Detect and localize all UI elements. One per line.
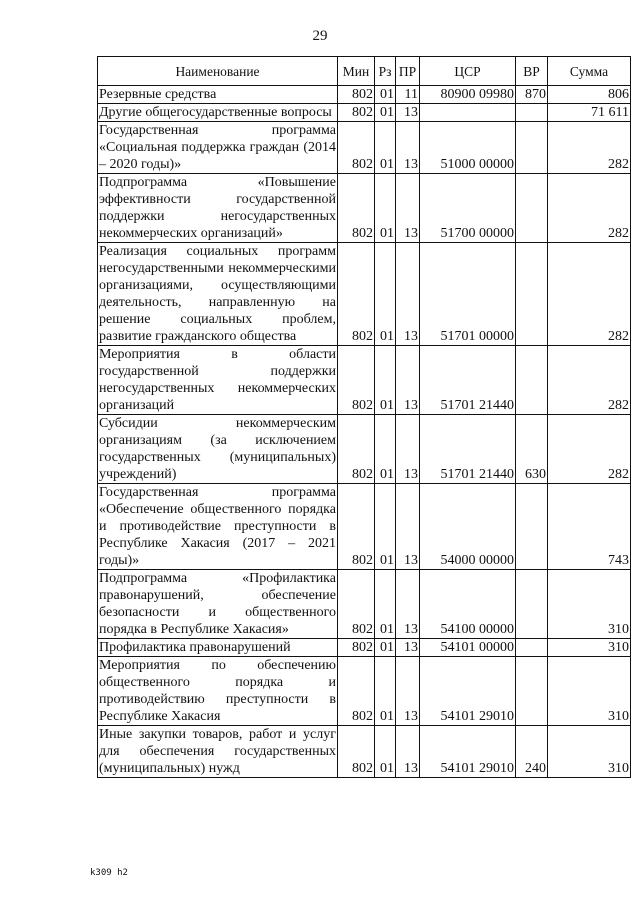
cell-vr [516, 484, 548, 570]
cell-rz: 01 [375, 639, 396, 657]
cell-csr [420, 104, 516, 122]
budget-table [97, 56, 631, 778]
cell-rz: 01 [375, 243, 396, 346]
cell-min: 802 [338, 726, 375, 778]
table-row [98, 484, 631, 570]
cell-vr [516, 122, 548, 174]
cell-pr: 13 [396, 415, 420, 484]
cell-rz: 01 [375, 484, 396, 570]
cell-pr: 13 [396, 174, 420, 243]
cell-sum: 310 [548, 639, 631, 657]
cell-min: 802 [338, 657, 375, 726]
cell-pr: 13 [396, 657, 420, 726]
table-header-row [98, 57, 631, 86]
cell-sum: 806 [548, 86, 631, 104]
cell-pr: 13 [396, 243, 420, 346]
cell-rz: 01 [375, 122, 396, 174]
cell-min: 802 [338, 346, 375, 415]
header-min: Мин [338, 57, 375, 86]
header-csr: ЦСР [420, 57, 516, 86]
cell-name: Резервные средства [98, 86, 338, 104]
cell-pr: 13 [396, 484, 420, 570]
cell-pr: 13 [396, 726, 420, 778]
cell-csr: 51701 00000 [420, 243, 516, 346]
cell-csr: 51701 21440 [420, 415, 516, 484]
cell-csr: 54000 00000 [420, 484, 516, 570]
header-pr: ПР [396, 57, 420, 86]
cell-pr: 13 [396, 570, 420, 639]
footer-code: k309 h2 [90, 868, 128, 878]
cell-csr: 54100 00000 [420, 570, 516, 639]
cell-min: 802 [338, 86, 375, 104]
cell-pr: 13 [396, 104, 420, 122]
table-row [98, 415, 631, 484]
cell-min: 802 [338, 104, 375, 122]
cell-csr: 51701 21440 [420, 346, 516, 415]
cell-vr [516, 174, 548, 243]
cell-sum: 282 [548, 415, 631, 484]
cell-pr: 13 [396, 122, 420, 174]
cell-min: 802 [338, 122, 375, 174]
cell-rz: 01 [375, 86, 396, 104]
cell-sum: 282 [548, 174, 631, 243]
cell-name: Государственная программа «Социальная поддержка граждан (2014 – 2020 годы)» [99, 123, 336, 172]
cell-csr: 54101 29010 [420, 726, 516, 778]
cell-csr: 80900 09980 [420, 86, 516, 104]
cell-name: Подпрограмма «Профилактика правонарушений, обеспечение безопасности и общественного порядка в Республике Хакасия» [99, 571, 336, 637]
table-row [98, 346, 631, 415]
cell-rz: 01 [375, 104, 396, 122]
cell-name: Другие общегосударственные вопросы [98, 104, 338, 122]
table-row [98, 104, 631, 122]
table-row [98, 657, 631, 726]
cell-min: 802 [338, 484, 375, 570]
cell-csr: 51000 00000 [420, 122, 516, 174]
cell-name: Иные закупки товаров, работ и услуг для обеспечения государственных (муниципальных) нужд [99, 727, 336, 776]
cell-name: Государственная программа «Обеспечение общественного порядка и противодействие преступности в Республике Хакасия (2017 – 2021 годы)» [99, 485, 336, 568]
cell-csr: 51700 00000 [420, 174, 516, 243]
header-vr: ВР [516, 57, 548, 86]
cell-min: 802 [338, 639, 375, 657]
cell-rz: 01 [375, 726, 396, 778]
cell-csr: 54101 29010 [420, 657, 516, 726]
table-row [98, 726, 631, 778]
cell-sum: 310 [548, 570, 631, 639]
cell-vr: 870 [516, 86, 548, 104]
cell-pr: 13 [396, 639, 420, 657]
cell-pr: 11 [396, 86, 420, 104]
cell-name: Мероприятия в области государственной поддержки негосударственных некоммерческих организаций [99, 347, 336, 413]
header-rz: Рз [375, 57, 396, 86]
table-row [98, 639, 631, 657]
cell-sum: 743 [548, 484, 631, 570]
cell-sum: 310 [548, 657, 631, 726]
cell-sum: 71 611 [548, 104, 631, 122]
cell-rz: 01 [375, 657, 396, 726]
cell-vr [516, 243, 548, 346]
table-body [98, 86, 631, 778]
cell-sum: 282 [548, 346, 631, 415]
cell-vr [516, 346, 548, 415]
cell-sum: 282 [548, 122, 631, 174]
cell-rz: 01 [375, 346, 396, 415]
cell-min: 802 [338, 243, 375, 346]
cell-rz: 01 [375, 415, 396, 484]
cell-vr [516, 639, 548, 657]
cell-name: Профилактика правонарушений [98, 639, 338, 657]
cell-name: Подпрограмма «Повышение эффективности государственной поддержки негосударственных некоммерческих организаций» [99, 175, 336, 241]
table-row [98, 86, 631, 104]
cell-min: 802 [338, 415, 375, 484]
cell-min: 802 [338, 174, 375, 243]
page-number: 29 [312, 28, 328, 44]
cell-name: Субсидии некоммерческим организациям (за исключением государственных (муниципальных) учреждений) [99, 416, 336, 482]
cell-name: Мероприятия по обеспечению общественного порядка и противодействию преступности в Республике Хакасия [99, 658, 336, 724]
cell-csr: 54101 00000 [420, 639, 516, 657]
cell-vr [516, 570, 548, 639]
table-row [98, 174, 631, 243]
cell-min: 802 [338, 570, 375, 639]
cell-rz: 01 [375, 570, 396, 639]
header-sum: Сумма [548, 57, 631, 86]
cell-vr [516, 657, 548, 726]
cell-name: Реализация социальных программ негосударственными некоммерческими организациями, осуществляющими деятельность, направленную на решение социальных проблем, развитие гражданского общества [99, 244, 336, 344]
cell-sum: 310 [548, 726, 631, 778]
cell-vr: 630 [516, 415, 548, 484]
table-row [98, 570, 631, 639]
cell-pr: 13 [396, 346, 420, 415]
table-row [98, 122, 631, 174]
cell-sum: 282 [548, 243, 631, 346]
cell-vr [516, 104, 548, 122]
table-row [98, 243, 631, 346]
cell-rz: 01 [375, 174, 396, 243]
cell-vr: 240 [516, 726, 548, 778]
header-name: Наименование [98, 57, 338, 86]
